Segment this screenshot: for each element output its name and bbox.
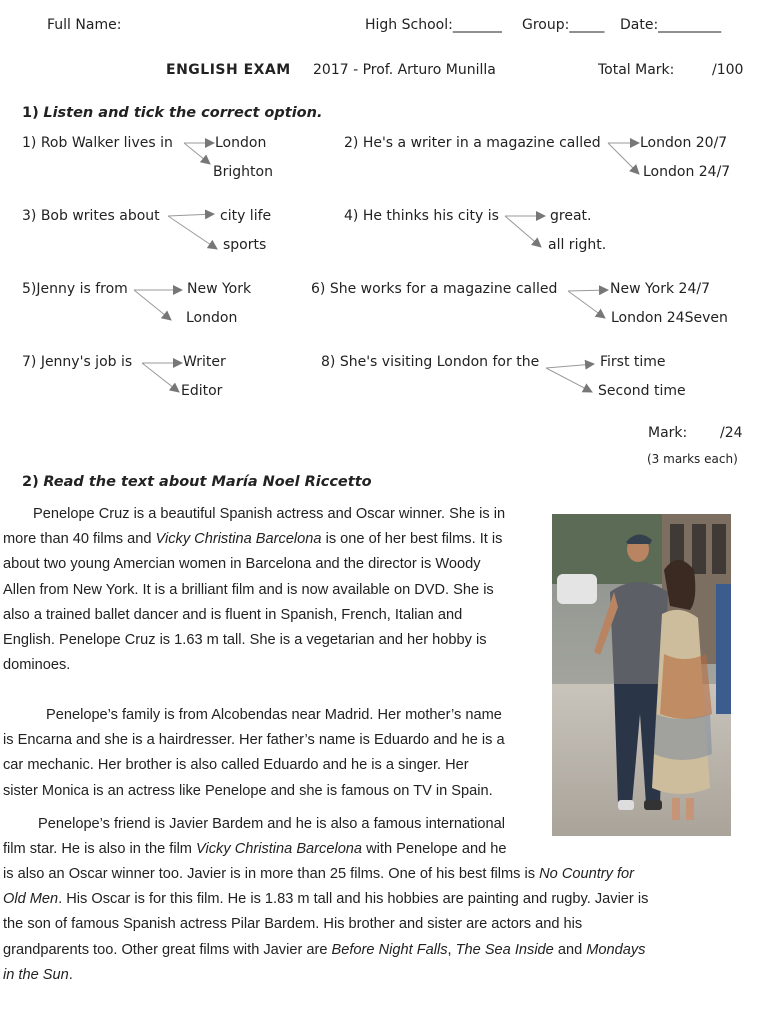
p1-line: about two young Amercian women in Barcelona and the director is Woody [3, 556, 481, 573]
total-mark-max: /100 [712, 62, 744, 78]
option-6a[interactable]: New York 24/7 [610, 281, 710, 297]
question-4: 4) He thinks his city is [344, 208, 499, 224]
choice-arrows [0, 0, 768, 420]
arrow-8a [546, 364, 594, 368]
p2-line: sister Monica is an actress like Penelope and she is famous on TV in Spain. [3, 782, 493, 799]
question-5: 5)Jenny is from [22, 281, 128, 297]
option-7a[interactable]: Writer [183, 354, 226, 370]
total-mark-label: Total Mark: [598, 62, 675, 78]
section1-mark-max: /24 [720, 425, 743, 441]
p3-line: grandparents too. Other great films with Javier are Before Night Falls, The Sea Inside and Mondays [3, 941, 646, 958]
p1-line: English. Penelope Cruz is 1.63 m tall. She is a vegetarian and her hobby is [3, 632, 487, 649]
section2-title: Read the text about María Noel Riccetto [43, 474, 372, 490]
group-label: Group:_____ [522, 17, 605, 33]
arrow-2b [608, 143, 639, 174]
option-7b[interactable]: Editor [181, 383, 223, 399]
arrow-8b [546, 368, 592, 392]
section1-title: Listen and tick the correct option. [43, 105, 323, 121]
option-1b[interactable]: Brighton [213, 164, 273, 180]
p1-line: Penelope Cruz is a beautiful Spanish actress and Oscar winner. She is in [33, 506, 506, 522]
option-3b[interactable]: sports [223, 237, 267, 253]
p3-line: in the Sun. [3, 966, 73, 983]
p2-line: car mechanic. Her brother is also called Eduardo and he is a singer. Her [3, 757, 469, 774]
arrow-4b [505, 216, 541, 247]
exam-title: ENGLISH EXAM [166, 62, 291, 78]
full-name-label: Full Name: [47, 17, 122, 33]
p1-line: Allen from New York. It is a brilliant film and is now available on DVD. She is [3, 581, 494, 598]
section2-number: 2) [22, 474, 39, 490]
option-3a[interactable]: city life [220, 208, 272, 224]
couple-street-photo [552, 514, 731, 836]
question-8: 8) She's visiting London for the [321, 354, 540, 370]
question-3: 3) Bob writes about [22, 208, 160, 224]
option-5a[interactable]: New York [187, 281, 252, 297]
p3-line: Old Men. His Oscar is for this film. He is 1.83 m tall and his hobbies are painting and rugby. Javier is [3, 891, 649, 908]
paragraph-2 [3, 703, 536, 804]
option-8a[interactable]: First time [600, 354, 666, 370]
arrow-6a [568, 290, 608, 291]
p3-line: the son of famous Spanish actress Pilar Bardem. His brother and sister are actors and his [3, 916, 583, 933]
option-1a[interactable]: London [215, 135, 267, 151]
section2-heading [22, 474, 372, 490]
option-6b[interactable]: London 24Seven [611, 310, 728, 326]
option-4a[interactable]: great. [550, 208, 592, 224]
option-4b[interactable]: all right. [548, 237, 607, 253]
paragraph-3-wide [3, 862, 693, 988]
section1-number: 1) [22, 105, 39, 121]
p2-line: is Encarna and she is a hairdresser. Her father’s name is Eduardo and he is a [3, 732, 505, 749]
p2-line: Penelope’s family is from Alcobendas near Madrid. Her mother’s name [46, 707, 502, 723]
option-5b[interactable]: London [186, 310, 238, 326]
p3-line: is also an Oscar winner too. Javier is in more than 25 films. One of his best films is No Country for [3, 866, 635, 882]
p3-line: film star. He is also in the film Vicky Christina Barcelona with Penelope and he [3, 841, 507, 858]
marks-each-note: (3 marks each) [647, 452, 738, 466]
question-7: 7) Jenny's job is [22, 354, 133, 370]
arrow-3b [168, 216, 217, 249]
question-6: 6) She works for a magazine called [311, 281, 558, 297]
date-label: Date:_________ [620, 17, 722, 33]
arrow-3a [168, 214, 214, 216]
paragraph-1 [3, 502, 536, 678]
p1-line: dominoes. [3, 657, 71, 674]
arrow-7b [142, 363, 179, 392]
section1-mark-label: Mark: [648, 425, 688, 441]
arrow-1b [184, 143, 210, 164]
arrow-6b [568, 291, 605, 318]
p3-line: Penelope’s friend is Javier Bardem and he is also a famous international [38, 816, 505, 832]
p1-line: also a trained ballet dancer and is fluent in Spanish, French, Italian and [3, 606, 463, 623]
exam-subtitle: 2017 - Prof. Arturo Munilla [313, 62, 496, 78]
arrow-5b [134, 290, 171, 320]
option-8b[interactable]: Second time [598, 383, 686, 399]
paragraph-3 [3, 812, 536, 862]
question-2: 2) He's a writer in a magazine called [344, 135, 601, 151]
option-2a[interactable]: London 20/7 [640, 135, 728, 151]
p1-line: more than 40 films and Vicky Christina Barcelona is one of her best films. It is [3, 531, 503, 548]
high-school-label: High School:_______ [365, 17, 502, 33]
option-2b[interactable]: London 24/7 [643, 164, 731, 180]
question-1: 1) Rob Walker lives in [22, 135, 173, 151]
